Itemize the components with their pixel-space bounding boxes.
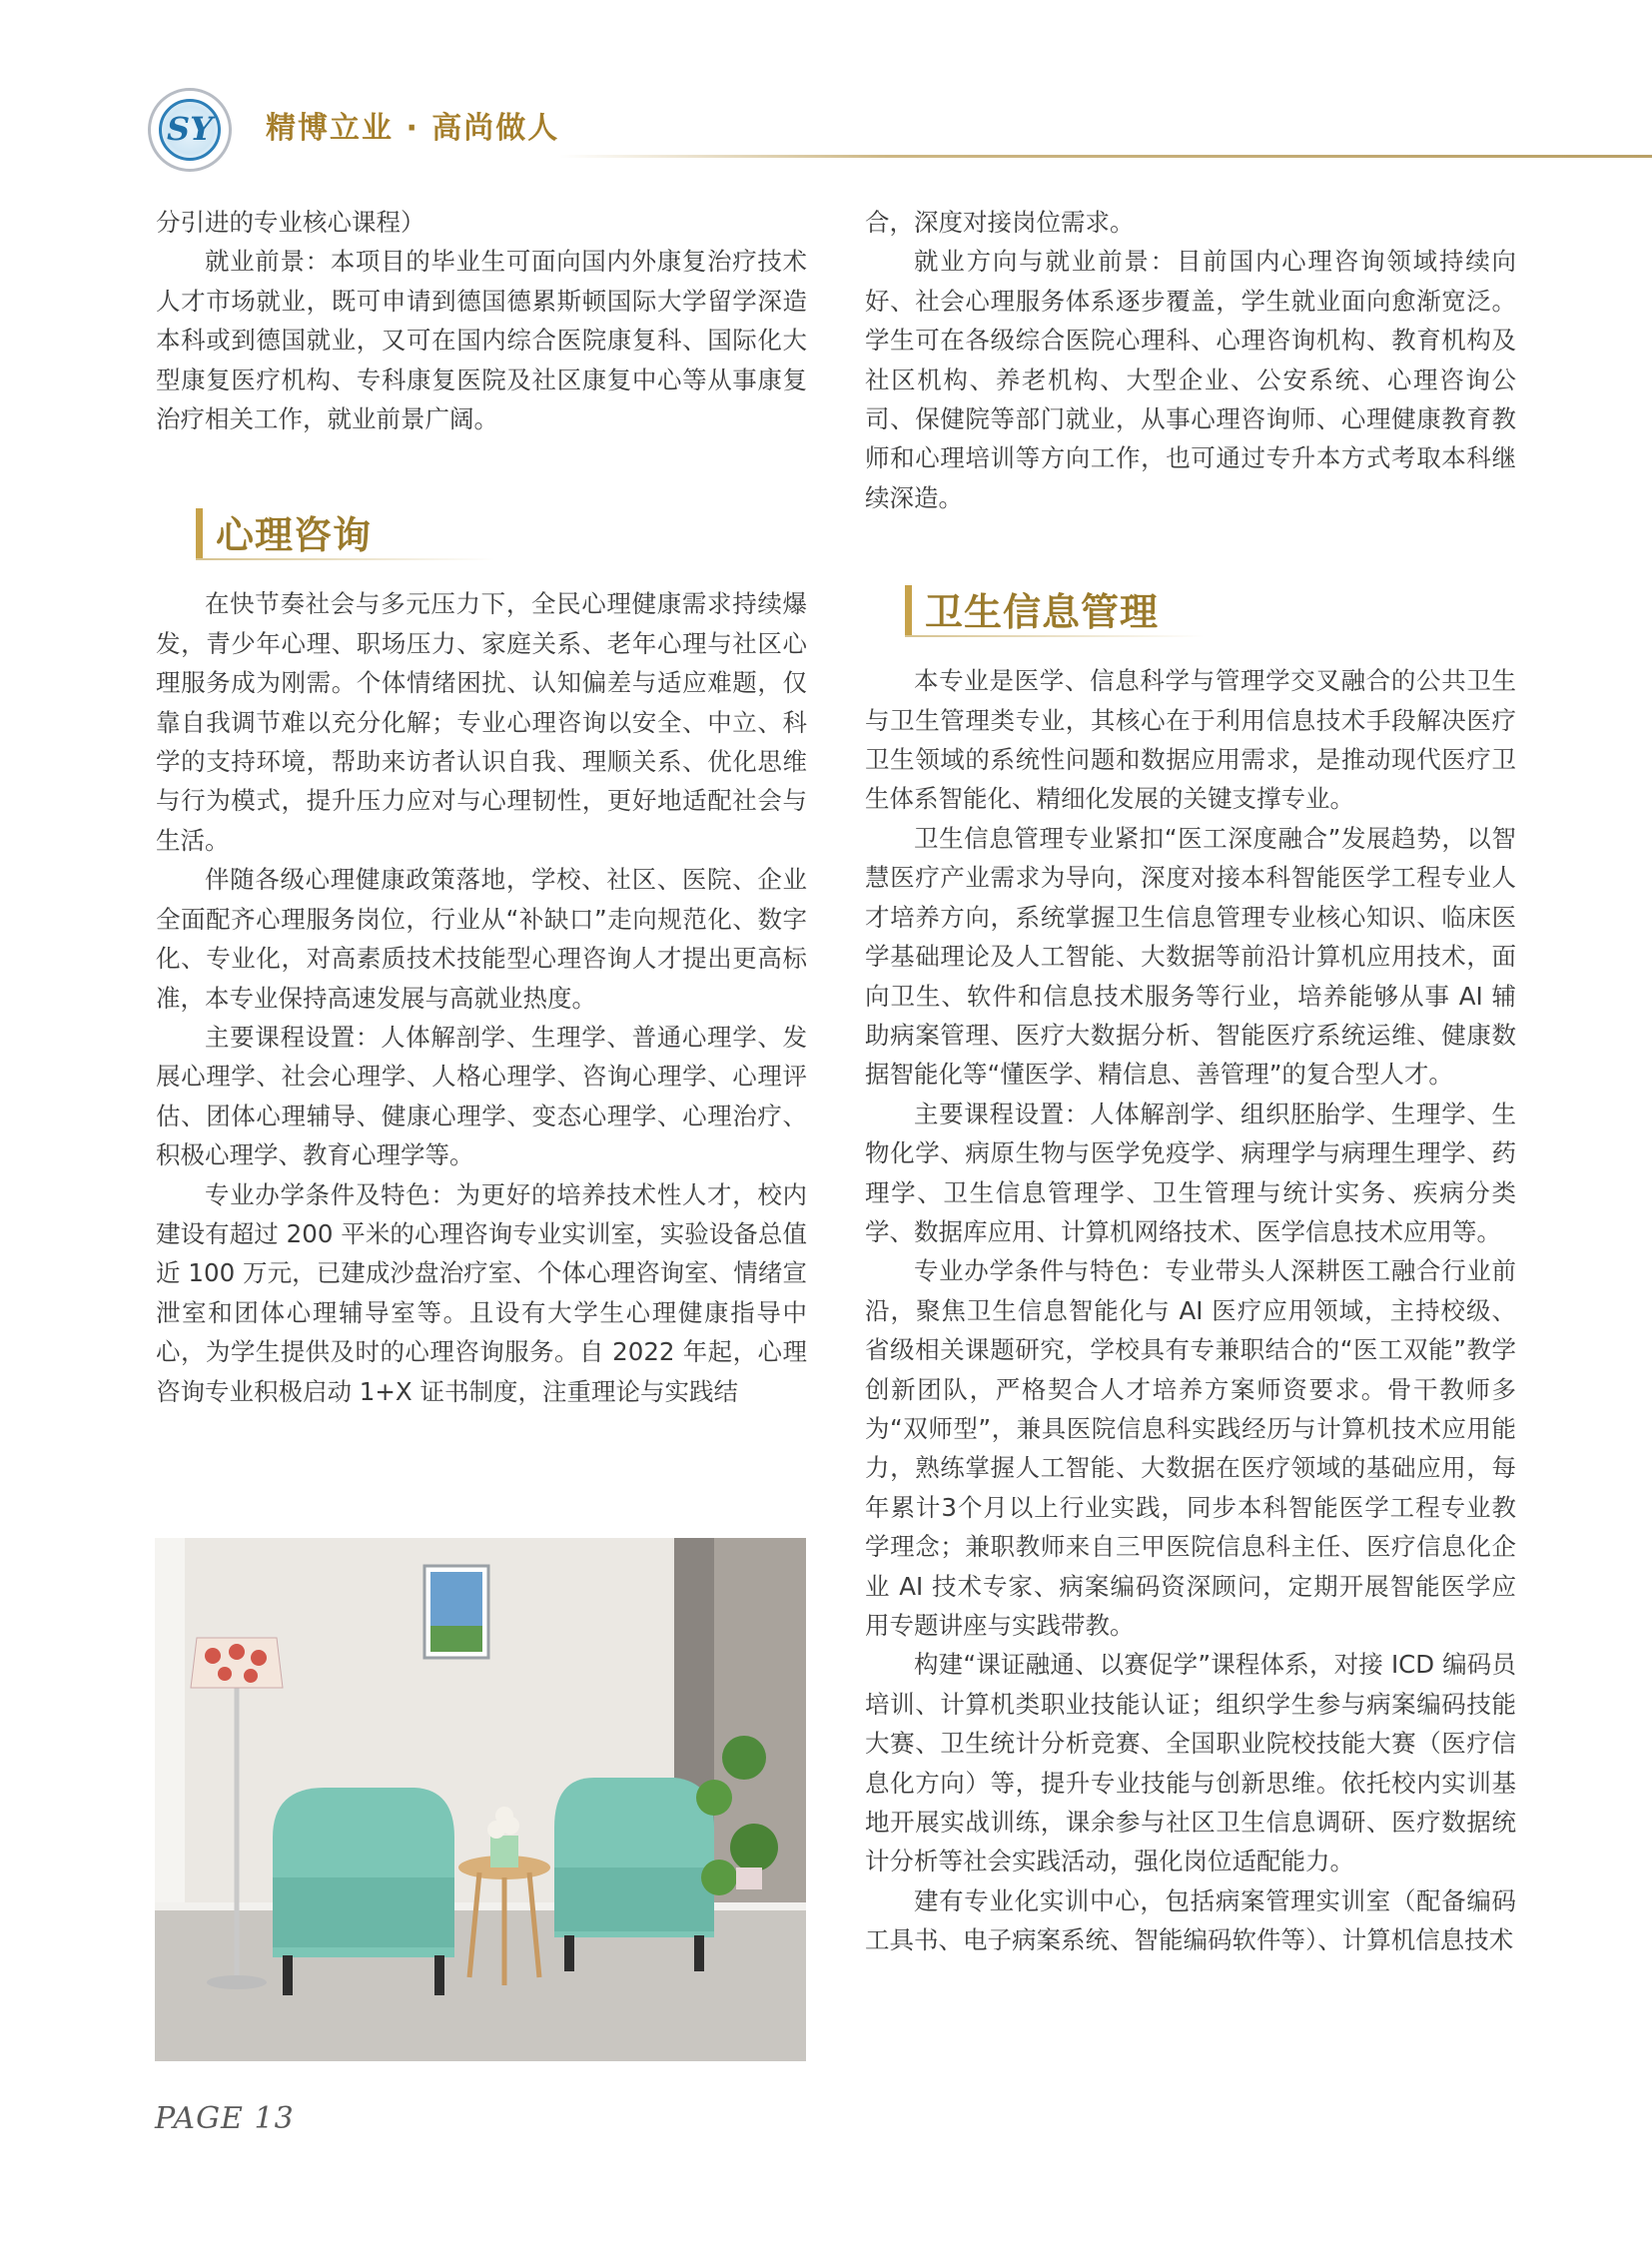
paragraph: 本专业是医学、信息科学与管理学交叉融合的公共卫生与卫生管理类专业，其核心在于利用信息技术手段解决医疗卫生领域的系统性问题和数据应用需求，是推动现代医疗卫生体系智能化、精细化发展的关键支撑专业。 [865,666,1516,814]
paragraph: 卫生信息管理专业紧扣“医工深度融合”发展趋势，以智慧医疗产业需求为导向，深度对接本科智能医学工程专业人才培养方向，系统掌握卫生信息管理专业核心知识、临床医学基础理论及人工智能、大数据等前沿计算机应用技术，面向卫生、软件和信息技术服务等行业，培养能够从事 AI 辅助病案管理、医疗大数据分析、智能医疗系统运维、健康数据智能化等“懂医学、精信息、善管理”的复合型人才。 [865,823,1516,1090]
paragraph: 主要课程设置：人体解剖学、组织胚胎学、生理学、生物化学、病原生物与医学免疫学、病理学与病理生理学、药理学、卫生信息管理学、卫生管理与统计实务、疾病分类学、数据库应用、计算机网络技术、医学信息技术应用等。 [865,1099,1516,1246]
school-motto: 精博立业 · 高尚做人 [266,111,560,146]
paragraph: 合，深度对接岗位需求。 [865,208,1135,237]
section-title: 心理咨询 [216,513,373,558]
paragraph: 分引进的专业核心课程） [156,208,425,237]
section-heading-health-info [865,577,1516,637]
paragraph: 在快节奏社会与多元压力下，全民心理健康需求持续爆发，青少年心理、职场压力、家庭关系、老年心理与社区心理服务成为刚需。个体情绪困扰、认知偏差与适应难题，仅靠自我调节难以充分化解；专业心理咨询以安全、中立、科学的支持环境，帮助来访者认识自我、理顺关系、优化思维与行为模式，提升压力应对与心理韧性，更好地适配社会与生活。 [156,589,807,855]
counseling-room-illustration [155,1538,806,2061]
heading-bar [905,585,912,635]
paragraph: 构建“课证融通、以赛促学”课程体系，对接 ICD 编码员培训、计算机类职业技能认证；组织学生参与病案编码技能大赛、卫生统计分析竞赛、全国职业院校技能大赛（医疗信息化方向）等，提升专业技能与创新思维。依托校内实训基地开展实战训练，课余参与社区卫生信息调研、医疗数据统计分析等社会实践活动，强化岗位适配能力。 [865,1650,1516,1876]
paragraph: 专业办学条件及特色：为更好的培养技术性人才，校内建设有超过 200 平米的心理咨询专业实训室，实验设备总值近 100 万元，已建成沙盘治疗室、个体心理咨询室、情绪宣泄室和团体心理辅导室等。且设有大学生心理健康指导中心，为学生提供及时的心理咨询服务。自 2022 年起，心理咨询专业积极启动 1+X 证书制度，注重理论与实践结 [156,1179,807,1406]
logo-emblem-icon [159,99,221,161]
left-column [156,203,807,1411]
page-number: PAGE 13 [155,2101,295,2136]
logo-letter: SY [167,110,213,148]
heading-underline [905,635,1205,637]
right-column [865,203,1516,1960]
paragraph: 建有专业化实训中心，包括病案管理实训室（配备编码工具书、电子病案系统、智能编码软件等）、计算机信息技术 [865,1885,1516,1955]
paragraph: 就业前景：本项目的毕业生可面向国内外康复治疗技术人才市场就业，既可申请到德国德累斯顿国际大学留学深造本科或到德国就业，又可在国内综合医院康复科、国际化大型康复医疗机构、专科康复医院及社区康复中心等从事康复治疗相关工作，就业前景广阔。 [156,247,807,434]
paragraph: 专业办学条件与特色：专业带头人深耕医工融合行业前沿，聚焦卫生信息智能化与 AI 医疗应用领域，主持校级、省级相关课题研究，学校具有专兼职结合的“医工双能”教学创新团队，严格契合人才培养方案师资要求。骨干教师多为“双师型”，兼具医院信息科实践经历与计算机技术应用能力，熟练掌握人工智能、大数据在医疗领域的基础应用，每年累计3个月以上行业实践，同步本科智能医学工程专业教学理念；兼职教师来自三甲医院信息科主任、医疗信息化企业 AI 技术专家、病案编码资深顾问，定期开展智能医学应用专题讲座与实践带教。 [865,1256,1516,1640]
counseling-room-photo [155,1538,806,2061]
heading-underline [196,558,495,560]
paragraph: 就业方向与就业前景：目前国内心理咨询领域持续向好、社会心理服务体系逐步覆盖，学生就业面向愈渐宽泛。学生可在各级综合医院心理科、心理咨询机构、教育机构及社区机构、养老机构、大型企业、公安系统、心理咨询公司、保健院等部门就业，从事心理咨询师、心理健康教育教师和心理培训等方向工作，也可通过专升本方式考取本科继续深造。 [865,247,1516,512]
paragraph: 伴随各级心理健康政策落地，学校、社区、医院、企业全面配齐心理服务岗位，行业从“补缺口”走向规范化、数字化、专业化，对高素质技术技能型心理咨询人才提出更高标准，本专业保持高速发展与高就业热度。 [156,865,807,1013]
section-title: 卫生信息管理 [925,590,1160,635]
page-header [0,0,1652,160]
heading-bar [196,508,203,558]
header-divider [559,155,1652,158]
paragraph: 主要课程设置：人体解剖学、生理学、普通心理学、发展心理学、社会心理学、人格心理学、咨询心理学、心理评估、团体心理辅导、健康心理学、变态心理学、心理治疗、积极心理学、教育心理学等。 [156,1022,807,1170]
section-heading-psychology [156,500,807,560]
school-logo [148,88,232,172]
